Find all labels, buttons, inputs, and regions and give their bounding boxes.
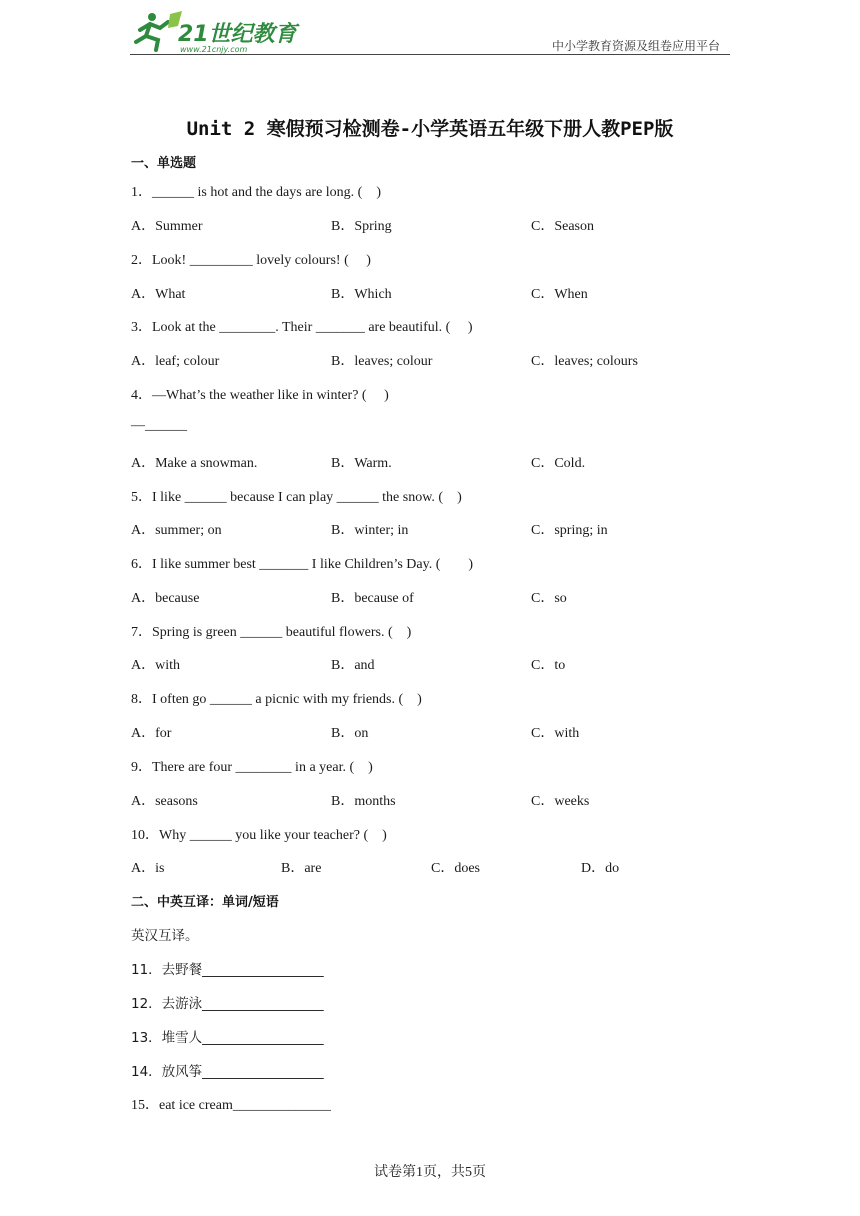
translation-item: 11．去野餐__________________ <box>131 962 324 978</box>
question-stem: 4．—What’s the weather like in winter? ( ) <box>131 388 389 403</box>
option-a: A．for <box>131 726 172 741</box>
option-c: C．leaves; colours <box>531 354 638 369</box>
question-stem: 1．______ is hot and the days are long. ( ) <box>131 185 382 200</box>
logo-text: 21世纪教育 <box>178 22 297 47</box>
option-b: B．Spring <box>331 219 392 234</box>
section-heading-single-choice: 一、单选题 <box>131 156 197 171</box>
question-stem: 10．Why ______ you like your teacher? ( ) <box>131 828 387 843</box>
option-b: B．because of <box>331 591 414 606</box>
option-a: A．is <box>131 861 165 876</box>
question-stem: 6．I like summer best _______ I like Children’s Day. ( ) <box>131 557 474 572</box>
option-b: B．Which <box>331 287 392 302</box>
question-stem: 8．I often go ______ a picnic with my friends. ( ) <box>131 692 422 707</box>
option-b: B．on <box>331 726 369 741</box>
option-a: A．Summer <box>131 219 203 234</box>
option-b: B．winter; in <box>331 523 409 538</box>
option-c: C．When <box>531 287 588 302</box>
header-platform-text: 中小学教育资源及组卷应用平台 <box>551 39 720 53</box>
answer-blank: —______ <box>131 418 187 433</box>
option-b: B．leaves; colour <box>331 354 433 369</box>
question-stem: 3．Look at the ________. Their _______ are beautiful. ( ) <box>131 320 473 335</box>
site-logo <box>130 8 300 54</box>
option-b: B．Warm. <box>331 456 392 471</box>
page-footer: 试卷第1页，共5页 <box>374 1165 486 1180</box>
option-c: C．weeks <box>531 794 590 809</box>
page-header <box>130 8 730 55</box>
option-a: A．because <box>131 591 200 606</box>
option-c: C．to <box>531 658 566 673</box>
header-divider <box>130 54 730 55</box>
translation-item: 12．去游泳__________________ <box>131 996 324 1012</box>
option-c: C．Season <box>531 219 594 234</box>
option-a: A．with <box>131 658 180 673</box>
option-b: B．months <box>331 794 396 809</box>
option-c: C．does <box>431 861 480 876</box>
question-stem: 5．I like ______ because I can play ______ the snow. ( ) <box>131 490 462 505</box>
translation-instruction: 英汉互译。 <box>131 928 199 944</box>
option-a: A．Make a snowman. <box>131 456 258 471</box>
option-a: A．summer; on <box>131 523 222 538</box>
section-heading-translation: 二、中英互译：单词/短语 <box>131 895 279 910</box>
translation-item: 15．eat ice cream______________ <box>131 1098 331 1113</box>
option-c: C．spring; in <box>531 523 608 538</box>
question-stem: 7．Spring is green ______ beautiful flowers. ( ) <box>131 625 412 640</box>
logo-url: www.21cnjy.com <box>180 45 248 54</box>
option-a: A．What <box>131 287 186 302</box>
option-a: A．leaf; colour <box>131 354 220 369</box>
page-title: Unit 2 寒假预习检测卷-小学英语五年级下册人教PEP版 <box>186 118 674 140</box>
question-stem: 9．There are four ________ in a year. ( ) <box>131 760 373 775</box>
option-c: C．Cold. <box>531 456 586 471</box>
translation-item: 14．放风筝__________________ <box>131 1064 324 1080</box>
option-a: A．seasons <box>131 794 198 809</box>
option-d: D．do <box>581 861 620 876</box>
option-c: C．with <box>531 726 580 741</box>
option-b: B．are <box>281 861 322 876</box>
option-c: C．so <box>531 591 567 606</box>
translation-item: 13．堆雪人__________________ <box>131 1030 324 1046</box>
option-b: B．and <box>331 658 375 673</box>
question-stem: 2．Look! _________ lovely colours! ( ) <box>131 253 371 268</box>
